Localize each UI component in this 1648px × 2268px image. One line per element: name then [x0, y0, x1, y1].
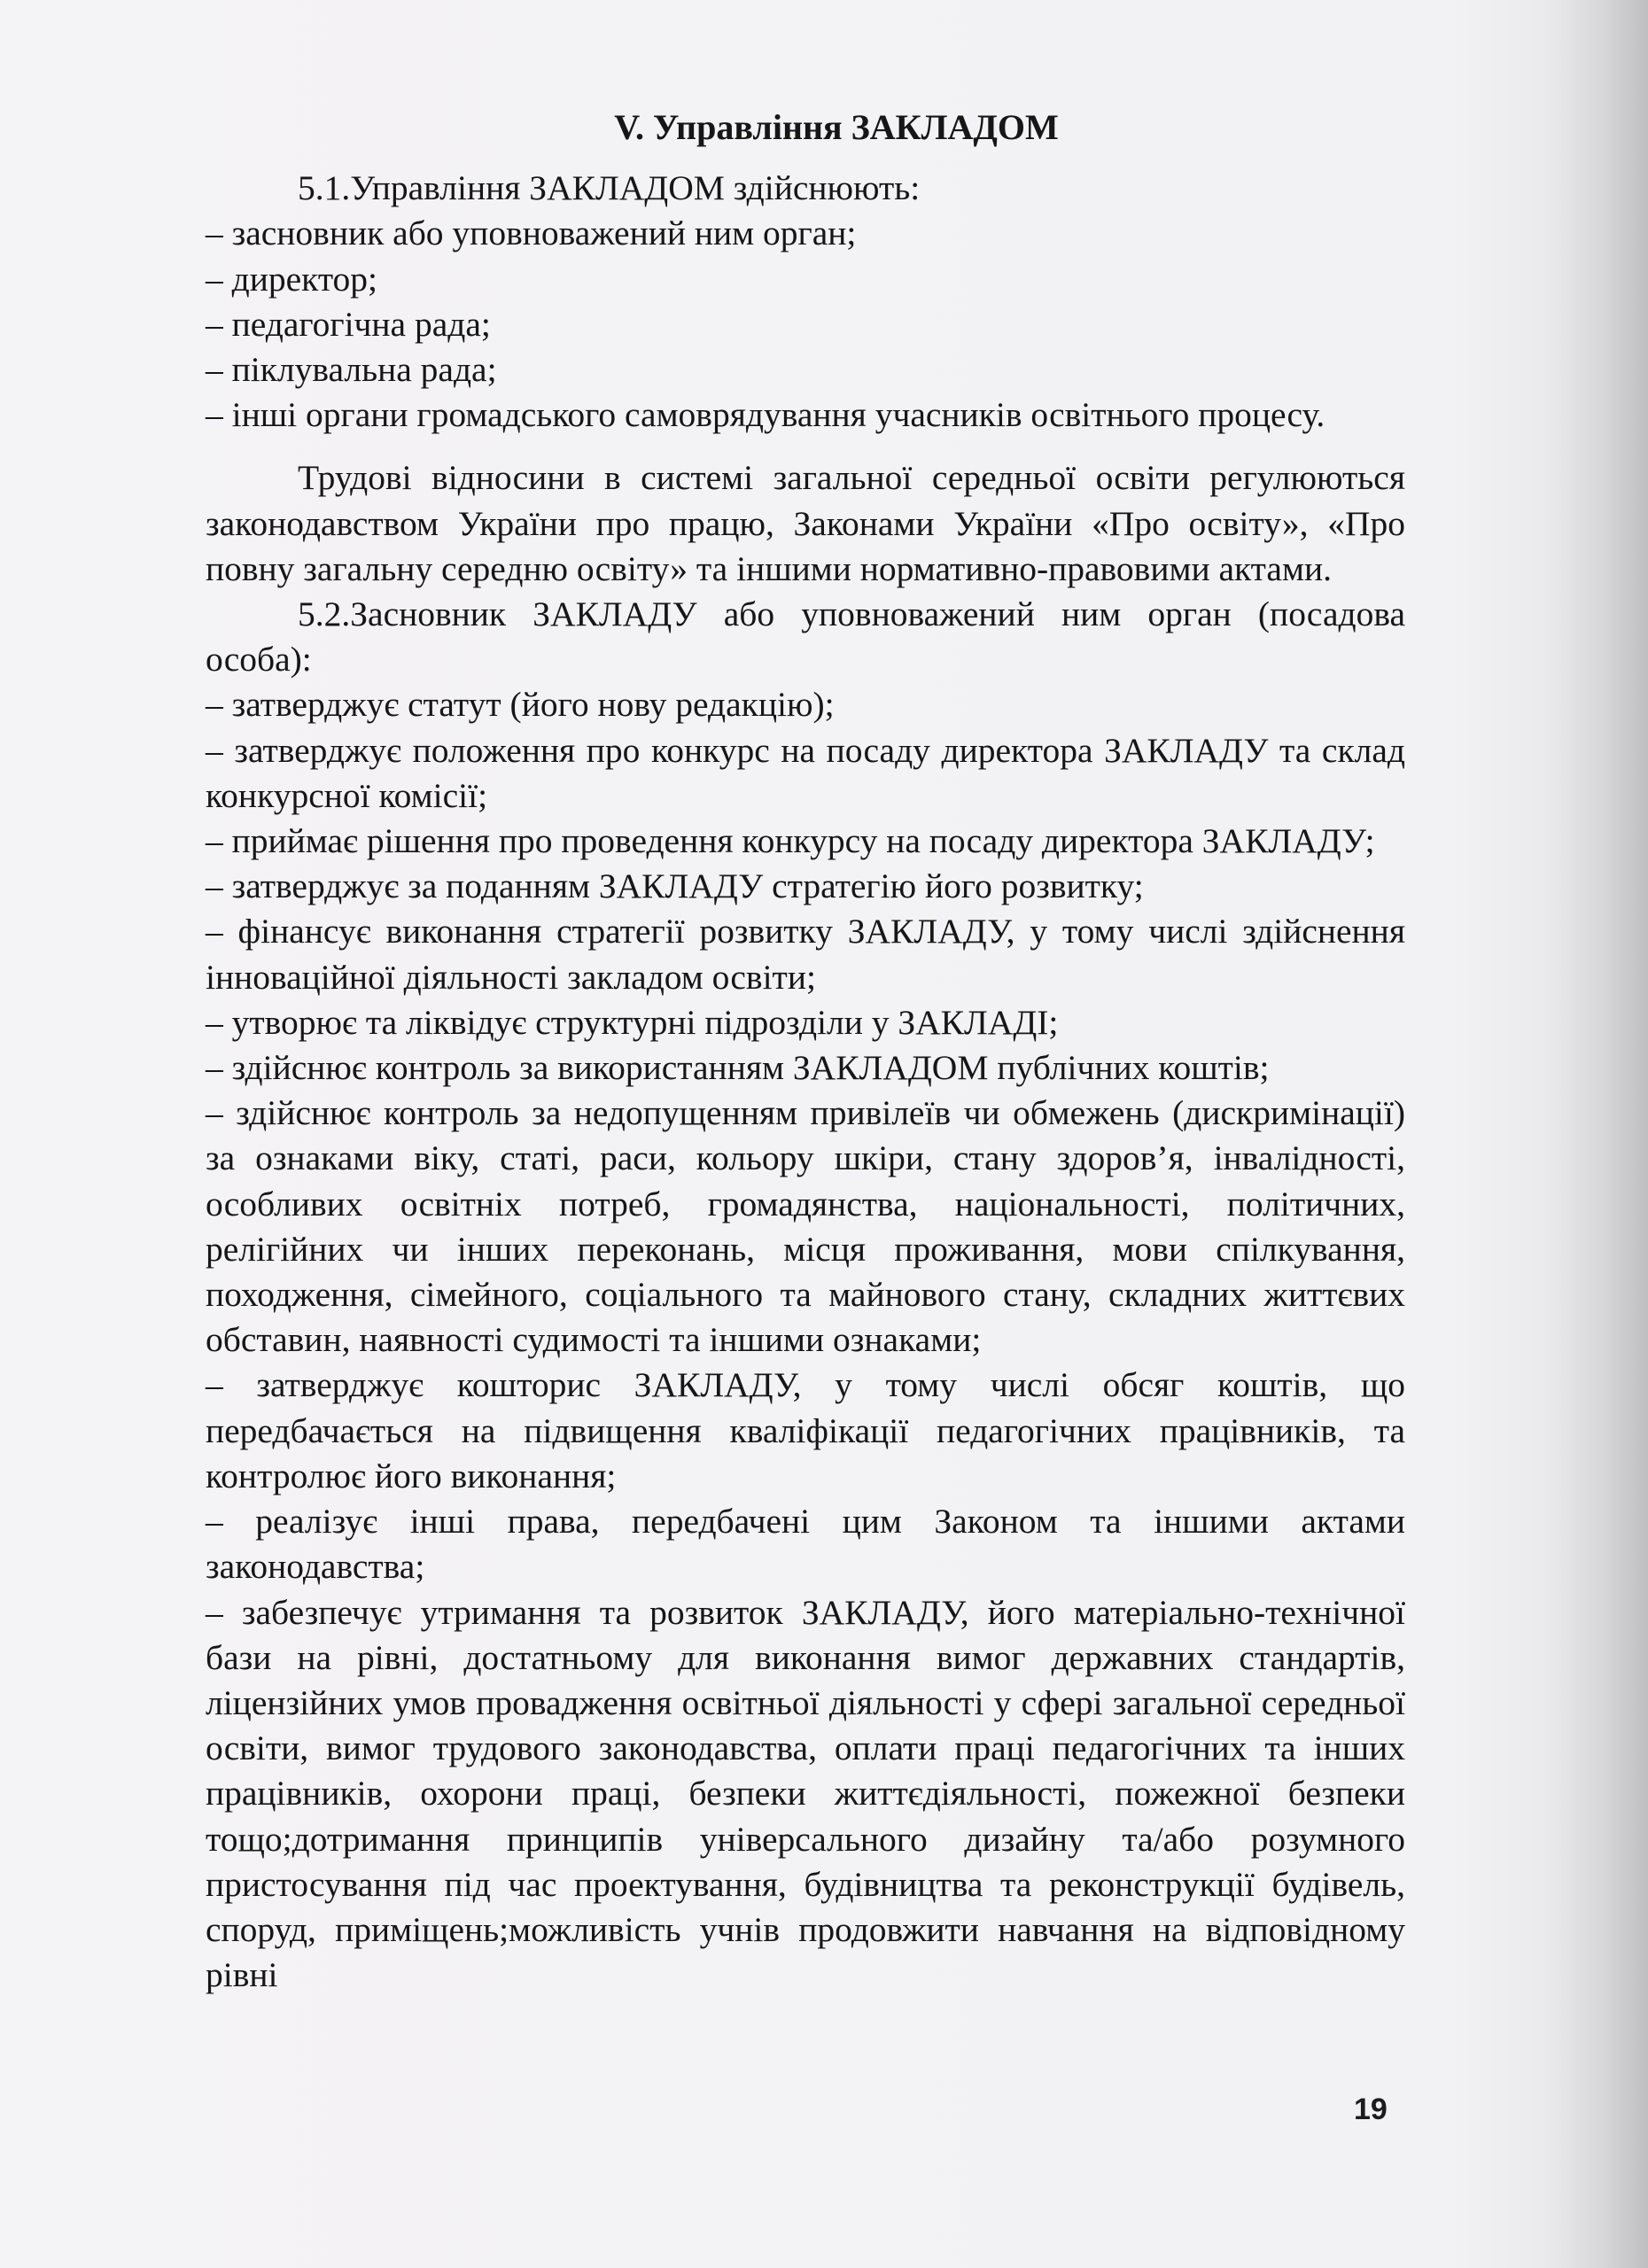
list-item: – фінансує виконання стратегії розвитку ЗАКЛАДУ, у тому числі здійснення інноваційної діяльності закладом освіти;	[206, 912, 1405, 997]
list-item: – затверджує положення про конкурс на посаду директора ЗАКЛАДУ та склад конкурсної комісії;	[206, 730, 1405, 815]
list-item: – реалізує інші права, передбачені цим Законом та іншими актами законодавства;	[206, 1502, 1405, 1587]
list-item: – здійснює контроль за використанням ЗАКЛАДОМ публічних коштів;	[206, 1048, 1270, 1088]
list-item: – засновник або уповноважений ним орган;	[206, 214, 857, 253]
list-item: – інші органи громадського самоврядування учасників освітнього процесу.	[206, 395, 1325, 435]
list-item: – затверджує кошторис ЗАКЛАДУ, у тому числі обсяг коштів, що передбачається на підвищення кваліфікації педагогічних працівників, та контролює його виконання;	[206, 1365, 1405, 1495]
paragraph: 5.1.Управління ЗАКЛАДОМ здійснюють:	[298, 168, 921, 208]
page-number: 19	[1354, 2093, 1388, 2126]
list-item: – приймає рішення про проведення конкурсу на посаду директора ЗАКЛАДУ;	[206, 821, 1375, 861]
page-edge-shadow	[1542, 0, 1648, 2268]
list-item: – затверджує статут (його нову редакцію);	[206, 685, 835, 725]
list-item: – піклувальна рада;	[206, 350, 497, 390]
list-item: – педагогічна рада;	[206, 304, 491, 344]
section-title: V. Управління ЗАКЛАДОМ	[614, 107, 1059, 147]
list-item: – затверджує за поданням ЗАКЛАДУ стратегію його розвитку;	[206, 866, 1144, 906]
page-content	[206, 105, 1405, 1998]
paragraph: 5.2.Засновник ЗАКЛАДУ або уповноважений ним орган (посадова особа):	[206, 594, 1405, 680]
paragraph: Трудові відносини в системі загальної середньої освіти регулюються законодавством України про працю, Законами України «Про освіту», «Про повну загальну середню освіту» та іншими нормативно-правовими актами.	[206, 458, 1405, 588]
list-item: – забезпечує утримання та розвиток ЗАКЛАДУ, його матеріально-технічної бази на рівні, достатньому для виконання вимог державних стандартів, ліцензійних умов провадження освітньої діяльності у сфері загальної середньої освіти, вимог трудового законодавства, оплати праці педагогічних та інших працівників, охорони праці, безпеки життєдіяльності, пожежної безпеки тощо;дотримання принципів універсального дизайну та/або розумного пристосування під час проектування, будівництва та реконструкції будівель, споруд, приміщень;можливість учнів продовжити навчання на відповідному рівні	[206, 1592, 1405, 1995]
list-item: – здійснює контроль за недопущенням привілеїв чи обмежень (дискримінації) за ознаками віку, статі, раси, кольору шкіри, стану здоров’я, інвалідності, особливих освітніх потреб, громадянства, національності, політичних, релігійних чи інших переконань, місця проживання, мови спілкування, походження, сімейного, соціального та майнового стану, складних життєвих обставин, наявності судимості та іншими ознаками;	[206, 1093, 1405, 1360]
list-item: – утворює та ліквідує структурні підрозділи у ЗАКЛАДІ;	[206, 1002, 1059, 1042]
list-item: – директор;	[206, 259, 378, 299]
